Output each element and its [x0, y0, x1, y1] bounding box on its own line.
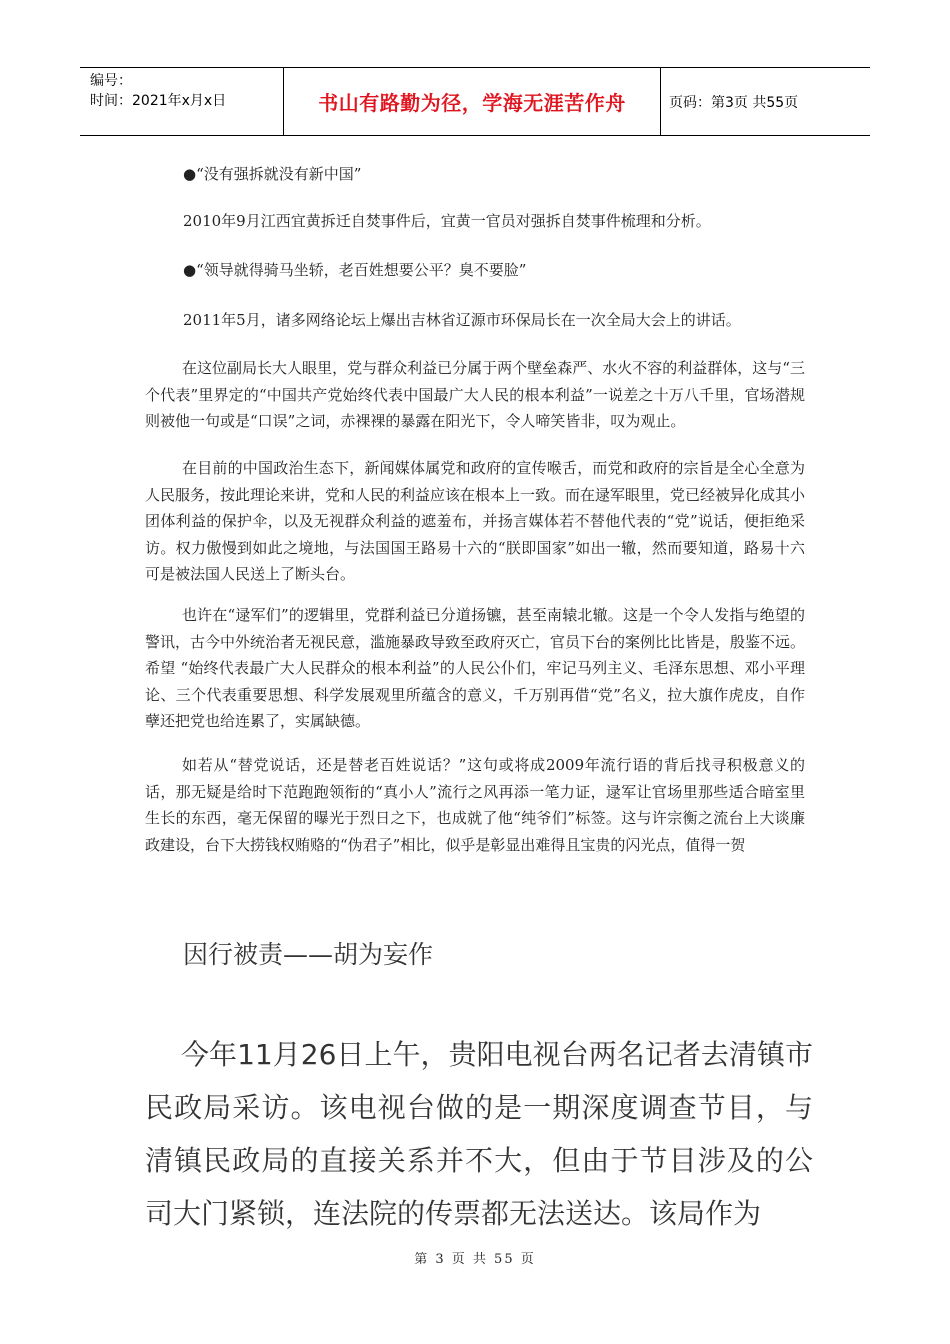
context-line-2: 2011年5月，诸多网络论坛上爆出吉林省辽源市环保局长在一次全局大会上的讲话。	[183, 311, 741, 329]
paragraph-1: 在这位副局长大人眼里，党与群众利益已分属于两个壁垒森严、水火不容的利益群体，这与“三个代表”里界定的“中国共产党始终代表中国最广大人民的根本利益”一说差之十万八千里，官场潜规则被他一句或是“口误”之词，赤裸裸的暴露在阳光下，令人啼笑皆非，叹为观止。	[145, 359, 805, 430]
paragraph-4: 如若从“替党说话，还是替老百姓说话？”这句或将成2009年流行语的背后找寻积极意义的话，那无疑是给时下范跑跑领衔的“真小人”流行之风再添一笔力证，逯军让官场里那些适合暗室里生长的东西，毫无保留的曝光于烈日之下，也成就了他“纯爷们”标签。这与许宗衡之流台上大谈廉政建设，台下大捞钱权贿赂的“伪君子”相比，似乎是彰显出难得且宝贵的闪光点，值得一贺	[145, 756, 805, 854]
header-motto: 书山有路勤为径，学海无涯苦作舟	[283, 68, 661, 135]
page-footer: 第 3 页 共 55 页	[414, 1252, 536, 1267]
paragraph-2: 在目前的中国政治生态下，新闻媒体属党和政府的宣传喉舌，而党和政府的宗旨是全心全意为人民服务，按此理论来讲，党和人民的利益应该在根本上一致。而在逯军眼里，党已经被异化成其小团体利益的保护伞，以及无视群众利益的遮羞布，并扬言媒体若不替他代表的“党”说话，便拒绝采访。权力傲慢到如此之境地，与法国国王路易十六的“朕即国家”如出一辙，然而要知道，路易十六可是被法国人民送上了断头台。	[145, 459, 806, 583]
document-date: 时间：2021年x月x日	[90, 93, 227, 109]
quote-bullet-2: ●“领导就得骑马坐轿，老百姓想要公平？臭不要脸”	[183, 261, 527, 279]
section-heading: 因行被责——胡为妄作	[183, 940, 434, 969]
header-meta	[80, 68, 283, 135]
quote-bullet-1: ●“没有强拆就没有新中国”	[183, 165, 362, 183]
document-number-label: 编号：	[90, 73, 132, 89]
page-header	[80, 67, 870, 136]
context-line-1: 2010年9月江西宜黄拆迁自焚事件后，宜黄一官员对强拆自焚事件梳理和分析。	[183, 212, 711, 230]
paragraph-5: 今年11月26日上午，贵阳电视台两名记者去清镇市民政局采访。该电视台做的是一期深度调查节目，与清镇民政局的直接关系并不大，但由于节目涉及的公司大门紧锁，连法院的传票都无法送达。该局作为	[145, 1038, 813, 1230]
header-page-info: 页码：第3页 共55页	[669, 94, 799, 111]
paragraph-3: 也许在“逯军们”的逻辑里，党群利益已分道扬镳，甚至南辕北辙。这是一个令人发指与绝望的警讯，古今中外统治者无视民意，滥施暴政导致至政府灭亡，官员下台的案例比比皆是，殷鉴不远。希望 “始终代表最广大人民群众的根本利益”的人民公仆们，牢记马列主义、毛泽东思想、邓小平理论、三个代表重要思想、科学发展观里所蕴含的意义，千万别再借“党”名义，拉大旗作虎皮，自作孽还把党也给连累了，实属缺德。	[145, 606, 806, 730]
